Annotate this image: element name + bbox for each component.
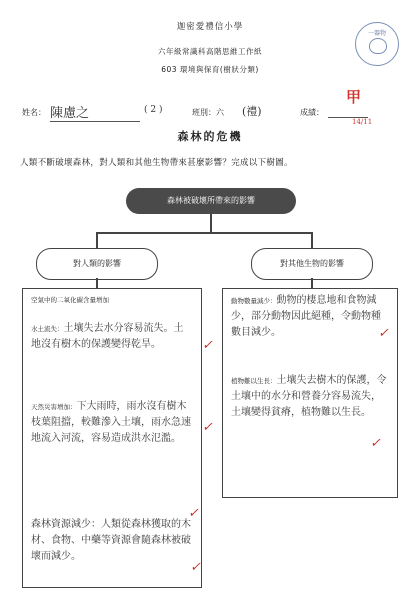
tick-mark-icon: ✓ <box>202 338 213 353</box>
human-effects-panel <box>22 288 202 588</box>
list-item <box>31 399 193 447</box>
tick-mark-icon: ✓ <box>188 506 199 521</box>
name-label: 姓名： <box>22 108 46 117</box>
item-answer: 動物的棲息地和食物減少，部分動物因此絕種，令動物種數目減少。 <box>231 295 381 338</box>
score-label: 成績： <box>300 108 324 117</box>
branch-connector-line <box>96 232 312 234</box>
left-branch-line <box>96 232 98 248</box>
list-item <box>231 373 389 421</box>
list-item <box>31 295 193 305</box>
worksheet-subject: 六年級常識科高階思維工作紙 <box>158 47 262 56</box>
worksheet-unit: 603 環境與保育(樹狀分類) <box>161 65 259 74</box>
class-label: 班別：六 <box>192 108 224 117</box>
stamp-face <box>369 38 387 54</box>
list-item <box>31 517 193 565</box>
grade-mark: 甲 <box>346 88 362 106</box>
student-info-row <box>22 104 402 122</box>
list-item <box>231 293 389 341</box>
name-field: 陳慮之 <box>50 102 140 122</box>
item-label: 植物難以生長： <box>231 377 277 385</box>
smiley-stamp-icon <box>355 22 399 66</box>
right-branch-node: 對其他生物的影響 <box>251 248 373 280</box>
stamp-label: 一器物 <box>367 30 386 37</box>
item-label: 動物數量減少： <box>231 297 277 305</box>
tick-mark-icon: ✓ <box>190 560 201 575</box>
worksheet-question: 人類不斷破壞森林，對人類和其他生物帶來甚麼影響？完成以下樹圖。 <box>20 158 293 168</box>
right-branch-line <box>311 232 313 248</box>
tree-root-node: 森林被破壞所帶來的影響 <box>126 188 296 214</box>
other-organisms-panel <box>222 288 398 498</box>
worksheet-title: 森林的危機 <box>177 130 243 143</box>
left-branch-node: 對人類的影響 <box>36 248 158 280</box>
item-label: 水土流失： <box>31 325 64 333</box>
item-answer: 下大雨時，雨水沒有樹木枝葉阻擋，較難滲入土壤，雨水急速地流入河流，容易造成洪水氾濫。 <box>31 401 191 444</box>
item-answer: 土壤失去水分容易流失。土地沒有樹木的保護變得乾旱。 <box>31 323 184 350</box>
item-label: 空氣中的二氧化碳含量增加 <box>31 296 109 304</box>
tick-mark-icon: ✓ <box>370 436 381 451</box>
school-name: 迦密愛禮信小學 <box>176 22 244 32</box>
left-panel-line <box>96 278 98 288</box>
item-label: 天然災害增加： <box>31 403 77 411</box>
student-number-field: ( 2 ) <box>144 105 163 115</box>
right-panel-line <box>311 278 313 288</box>
tick-mark-icon: ✓ <box>378 326 389 341</box>
class-field: (禮) <box>242 105 262 118</box>
item-answer: 森林資源減少：人類從森林獲取的木材、食物、中藥等資源會隨森林被破壞而減少。 <box>31 519 191 562</box>
grade-date: 14/11 <box>352 118 373 126</box>
item-answer: 土壤失去樹木的保護，令土壤中的水分和營養分容易流失，土壤變得貧瘠，植物難以生長。 <box>231 375 387 418</box>
list-item <box>31 321 193 353</box>
tick-mark-icon: ✓ <box>202 420 213 435</box>
root-stem-line <box>210 214 212 232</box>
